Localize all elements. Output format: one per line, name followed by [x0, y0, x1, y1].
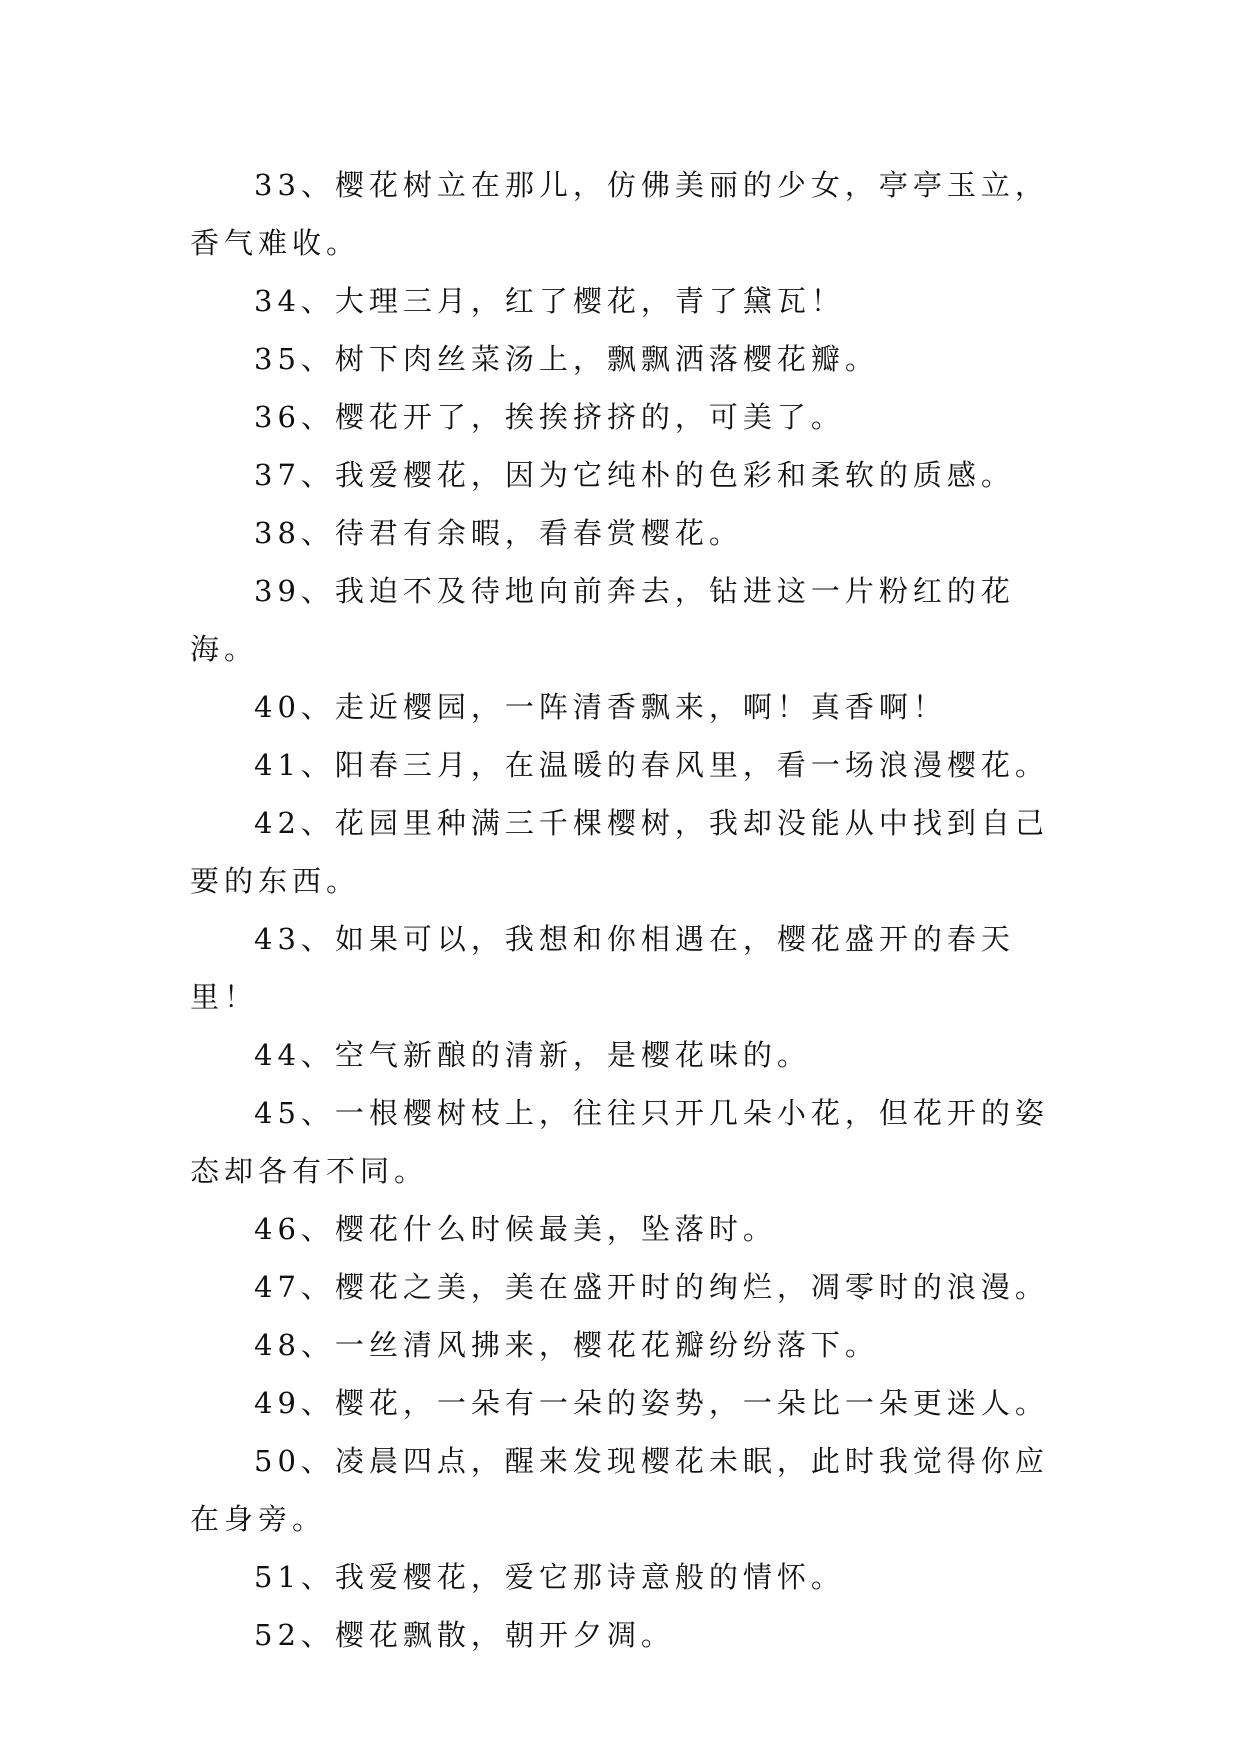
paragraph-34: 34、大理三月，红了樱花，青了黛瓦！ — [254, 284, 845, 318]
paragraph-39: 39、我迫不及待地向前奔去，钻进这一片粉红的花海。 — [190, 574, 1015, 666]
paragraph-42: 42、花园里种满三千棵樱树，我却没能从中找到自己要的东西。 — [190, 806, 1049, 898]
paragraph-40: 40、走近樱园，一阵清香飘来，啊！真香啊！ — [254, 690, 947, 724]
paragraph-50: 50、凌晨四点，醒来发现樱花未眠，此时我觉得你应在身旁。 — [190, 1444, 1049, 1536]
paragraph-52: 52、樱花飘散，朝开夕凋。 — [254, 1618, 675, 1652]
paragraph-43: 43、如果可以，我想和你相遇在，樱花盛开的春天里！ — [190, 922, 1015, 1014]
paragraph-45: 45、一根樱树枝上，往往只开几朵小花，但花开的姿态却各有不同。 — [190, 1096, 1049, 1188]
paragraph-41: 41、阳春三月，在温暖的春风里，看一场浪漫樱花。 — [254, 748, 1049, 782]
paragraph-44: 44、空气新酿的清新，是樱花味的。 — [254, 1038, 811, 1072]
paragraph-51: 51、我爱樱花，爱它那诗意般的情怀。 — [254, 1560, 845, 1594]
paragraph-48: 48、一丝清风拂来，樱花花瓣纷纷落下。 — [254, 1328, 879, 1362]
paragraph-49: 49、樱花，一朵有一朵的姿势，一朵比一朵更迷人。 — [254, 1386, 1049, 1420]
paragraph-36: 36、樱花开了，挨挨挤挤的，可美了。 — [254, 400, 845, 434]
paragraph-35: 35、树下肉丝菜汤上，飘飘洒落樱花瓣。 — [254, 342, 879, 376]
paragraph-37: 37、我爱樱花，因为它纯朴的色彩和柔软的质感。 — [254, 458, 1015, 492]
paragraph-38: 38、待君有余暇，看春赏樱花。 — [254, 516, 743, 550]
paragraph-33: 33、樱花树立在那儿，仿佛美丽的少女，亭亭玉立，香气难收。 — [190, 168, 1049, 260]
document-body — [190, 156, 1052, 1664]
paragraph-46: 46、樱花什么时候最美，坠落时。 — [254, 1212, 777, 1246]
paragraph-47: 47、樱花之美，美在盛开时的绚烂，凋零时的浪漫。 — [254, 1270, 1049, 1304]
